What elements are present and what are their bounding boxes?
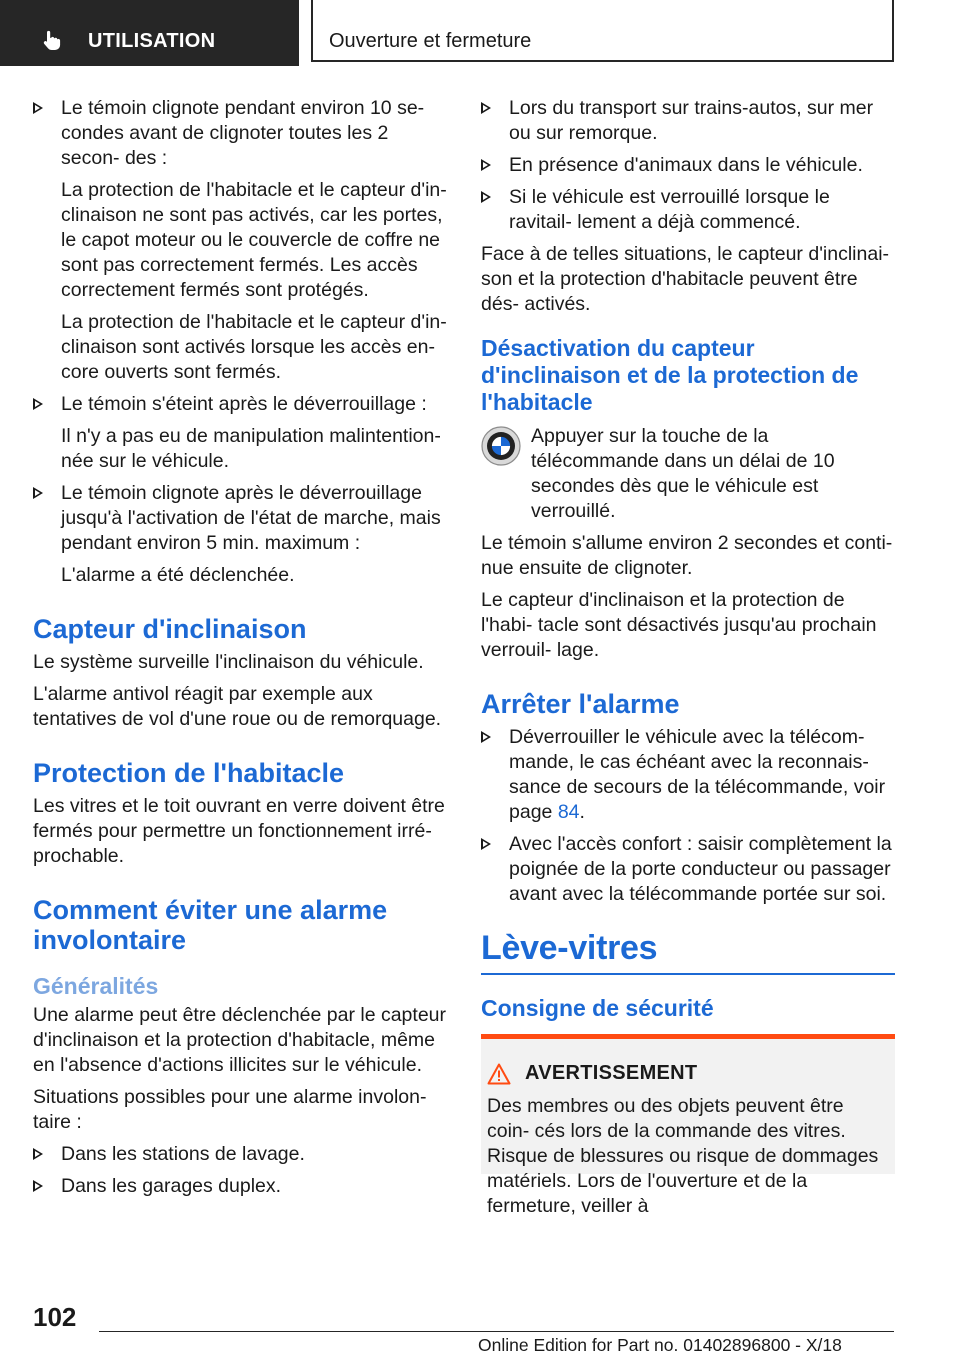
warning-header xyxy=(487,1061,887,1086)
list-subparagraph: Il n'y a pas eu de manipulation malintention- née sur le véhicule. xyxy=(61,425,441,472)
warning-box xyxy=(481,1034,895,1217)
chapter-heading-windows: Lève-vitres xyxy=(481,929,658,967)
heading-interior-protection: Protection de l'habitacle xyxy=(33,758,344,788)
list-item: Dans les garages duplex. xyxy=(33,1174,448,1199)
right-column xyxy=(481,96,895,1217)
list-item: Avec l'accès confort : saisir complètement la poignée de la porte conducteur ou passager avant avec la télécommande portée sur soi. xyxy=(481,832,895,907)
triangle-bullet-icon xyxy=(33,1180,43,1192)
bmw-remote-button-icon xyxy=(481,426,521,466)
list-subparagraph: La protection de l'habitacle et le capteur d'in- clinaison ne sont pas activés, car les portes, le capot moteur ou le couvercle de coffre ne sont pas correctement fermés. Les accès correctement fermés sont protégés. xyxy=(61,179,447,301)
paragraph: Le témoin s'allume environ 2 secondes et conti- nue ensuite de clignoter. xyxy=(481,532,893,579)
list-item: Si le véhicule est verrouillé lorsque le ravitail- lement a déjà commencé. xyxy=(481,185,895,235)
heading-deactivation: Désactivation du capteur d'inclinaison et de la protection de l'habitacle xyxy=(481,335,859,415)
heading-stop-alarm: Arrêter l'alarme xyxy=(481,689,680,719)
triangle-bullet-icon xyxy=(33,398,43,410)
hand-pointer-icon xyxy=(40,28,64,52)
chapter-rule xyxy=(481,973,895,975)
heading-safety: Consigne de sécurité xyxy=(481,995,714,1021)
page-number: 102 xyxy=(33,1302,77,1332)
list-item: Le témoin clignote après le déverrouillage jusqu'à l'activation de l'état de marche, mais pendant environ 5 min. maximum : xyxy=(33,481,448,556)
chapter-box xyxy=(311,0,894,62)
triangle-bullet-icon xyxy=(481,731,491,743)
paragraph: Les vitres et le toit ouvrant en verre doivent être fermés pour permettre un fonctionnement irré- prochable. xyxy=(33,795,445,867)
triangle-bullet-icon xyxy=(481,102,491,114)
triangle-bullet-icon xyxy=(481,838,491,850)
paragraph: Le système surveille l'inclinaison du véhicule. xyxy=(33,651,424,673)
warning-title: AVERTISSEMENT xyxy=(525,1062,698,1084)
triangle-bullet-icon xyxy=(33,102,43,114)
list-subparagraph: L'alarme a été déclenchée. xyxy=(61,564,295,586)
heading-avoid-alarm: Comment éviter une alarme involontaire xyxy=(33,895,388,955)
footer-rule xyxy=(99,1331,894,1332)
heading-tilt-sensor: Capteur d'inclinaison xyxy=(33,614,307,644)
chapter-label: Ouverture et fermeture xyxy=(329,30,532,52)
paragraph: Le capteur d'inclinaison et la protection de l'habi- tacle sont désactivés jusqu'au prochain verrouil- lage. xyxy=(481,589,877,661)
footer-edition: Online Edition for Part no. 01402896800 - X/18 xyxy=(478,1335,842,1355)
paragraph: L'alarme antivol réagit par exemple aux tentatives de vol d'une roue ou de remorquage. xyxy=(33,683,442,730)
list-item: En présence d'animaux dans le véhicule. xyxy=(481,153,895,178)
deactivation-instruction xyxy=(481,424,895,524)
page-reference-link[interactable]: 84 xyxy=(557,801,580,823)
list-item: Le témoin s'éteint après le déverrouillage : xyxy=(33,392,448,417)
left-column xyxy=(33,96,448,1206)
paragraph: Situations possibles pour une alarme involon- taire : xyxy=(33,1086,427,1133)
list-subparagraph: La protection de l'habitacle et le capteur d'in- clinaison sont activés lorsque les accès en- core ouverts sont fermés. xyxy=(61,311,447,383)
heading-general: Généralités xyxy=(33,973,159,999)
list-item: Dans les stations de lavage. xyxy=(33,1142,448,1167)
triangle-bullet-icon xyxy=(481,159,491,171)
paragraph: Une alarme peut être déclenchée par le capteur d'inclinaison et la protection d'habitacle, même en l'absence d'actions illicites sur le véhicule. xyxy=(33,1004,447,1076)
triangle-bullet-icon xyxy=(33,1148,43,1160)
section-tab xyxy=(0,0,299,66)
triangle-bullet-icon xyxy=(33,487,43,499)
section-label: UTILISATION xyxy=(88,30,216,52)
list-item: Déverrouiller le véhicule avec la télécom- mande, le cas échéant avec la reconnais- sance de secours de la télécommande, voir page 84. xyxy=(481,725,895,825)
list-item: Lors du transport sur trains-autos, sur mer ou sur remorque. xyxy=(481,96,895,146)
warning-text: Des membres ou des objets peuvent être coin- cés lors de la commande des vitres. Risque de blessures ou risque de dommages matériels. Lors de l'ouverture et de la fermeture, veiller à xyxy=(487,1095,879,1217)
triangle-bullet-icon xyxy=(481,191,491,203)
warning-triangle-icon xyxy=(487,1063,511,1085)
paragraph: Appuyer sur la touche de la télécommande dans un délai de 10 secondes dès que le véhicule est verrouillé. xyxy=(531,425,835,522)
list-item: Le témoin clignote pendant environ 10 se- condes avant de clignoter toutes les 2 secon- des : xyxy=(33,96,448,171)
paragraph: Face à de telles situations, le capteur d'inclinai- son et la protection d'habitacle peuvent être dés- activés. xyxy=(481,243,890,315)
page-header xyxy=(0,0,960,66)
